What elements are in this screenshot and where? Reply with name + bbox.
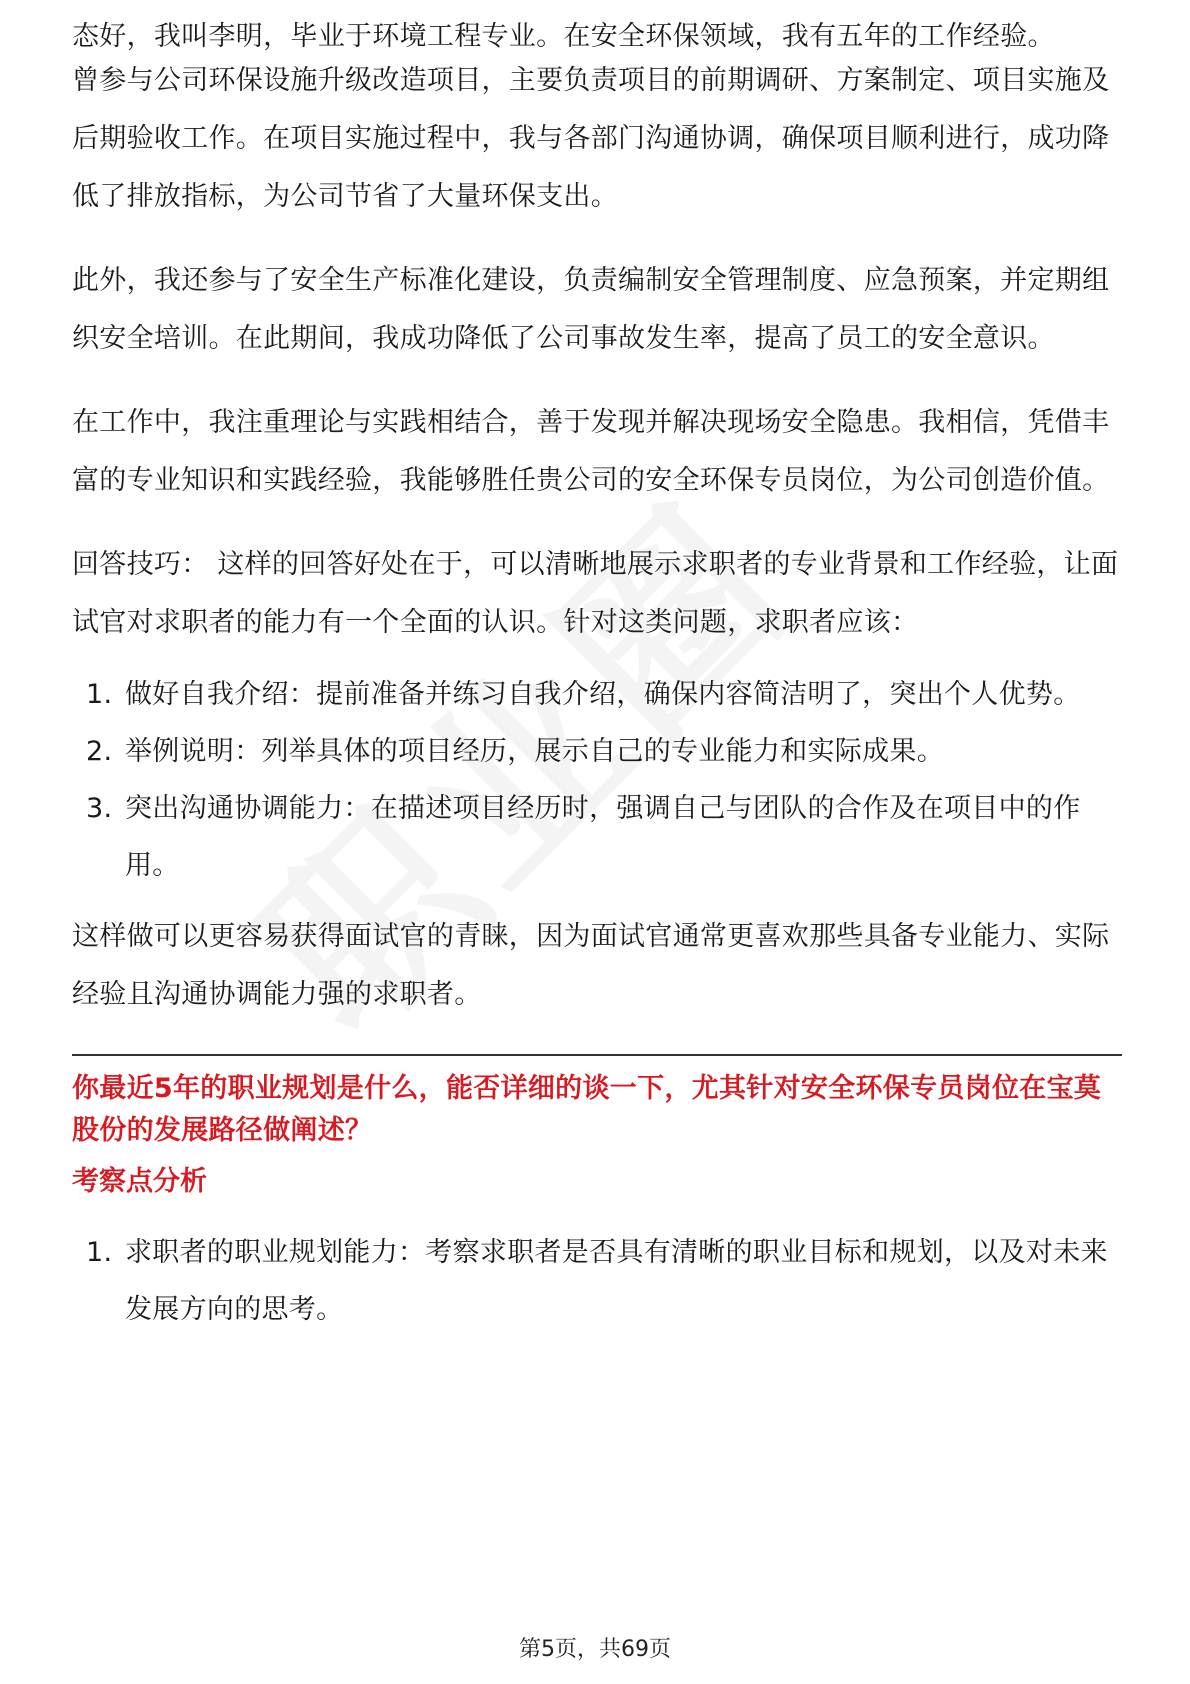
list-item: [72, 666, 1122, 723]
question-title: 你最近5年的职业规划是什么，能否详细的谈一下，尤其针对安全环保专员岗位在宝莫股份的发展路径做阐述？: [72, 1073, 1102, 1146]
clipped-line: [72, 18, 1122, 58]
list-item: [72, 723, 1122, 780]
list-item: [72, 780, 1122, 894]
page-content: [72, 18, 1122, 1338]
list-number: 1.: [86, 1237, 113, 1268]
tips-list: [72, 666, 1122, 894]
list-text: 做好自我介绍：提前准备并练习自我介绍，确保内容简洁明了，突出个人优势。: [125, 679, 1081, 710]
analysis-list: [72, 1224, 1122, 1338]
list-text: 突出沟通协调能力：在描述项目经历时，强调自己与团队的合作及在项目中的作用。: [125, 793, 1081, 881]
list-number: 2.: [86, 736, 113, 767]
paragraph-project: 曾参与公司环保设施升级改造项目，主要负责项目的前期调研、方案制定、项目实施及后期验收工作。在项目实施过程中，我与各部门沟通协调，确保项目顺利进行，成功降低了排放指标，为公司节省了大量环保支出。: [72, 65, 1110, 212]
list-text: 举例说明：列举具体的项目经历，展示自己的专业能力和实际成果。: [125, 736, 944, 767]
list-text: 求职者的职业规划能力：考察求职者是否具有清晰的职业目标和规划，以及对未来发展方向的思考。: [125, 1237, 1108, 1325]
clipped-paragraph: 态好，我叫李明，毕业于环境工程专业。在安全环保领域，我有五年的工作经验。: [72, 21, 1055, 52]
page-footer: 第5页，共69页: [519, 1637, 671, 1662]
paragraph-closing: 这样做可以更容易获得面试官的青睐，因为面试官通常更喜欢那些具备专业能力、实际经验且沟通协调能力强的求职者。: [72, 921, 1110, 1010]
list-number: 1.: [86, 679, 113, 710]
paragraph-safety: 此外，我还参与了安全生产标准化建设，负责编制安全管理制度、应急预案，并定期组织安全培训。在此期间，我成功降低了公司事故发生率，提高了员工的安全意识。: [72, 265, 1110, 354]
list-item: [72, 1224, 1122, 1338]
paragraph-summary: 在工作中，我注重理论与实践相结合，善于发现并解决现场安全隐患。我相信，凭借丰富的专业知识和实践经验，我能够胜任贵公司的安全环保专员岗位，为公司创造价值。: [72, 407, 1110, 496]
analysis-title: 考察点分析: [72, 1166, 207, 1197]
paragraph-tips: 回答技巧： 这样的回答好处在于，可以清晰地展示求职者的专业背景和工作经验，让面试官对求职者的能力有一个全面的认识。针对这类问题，求职者应该：: [72, 549, 1119, 638]
list-number: 3.: [86, 793, 113, 824]
